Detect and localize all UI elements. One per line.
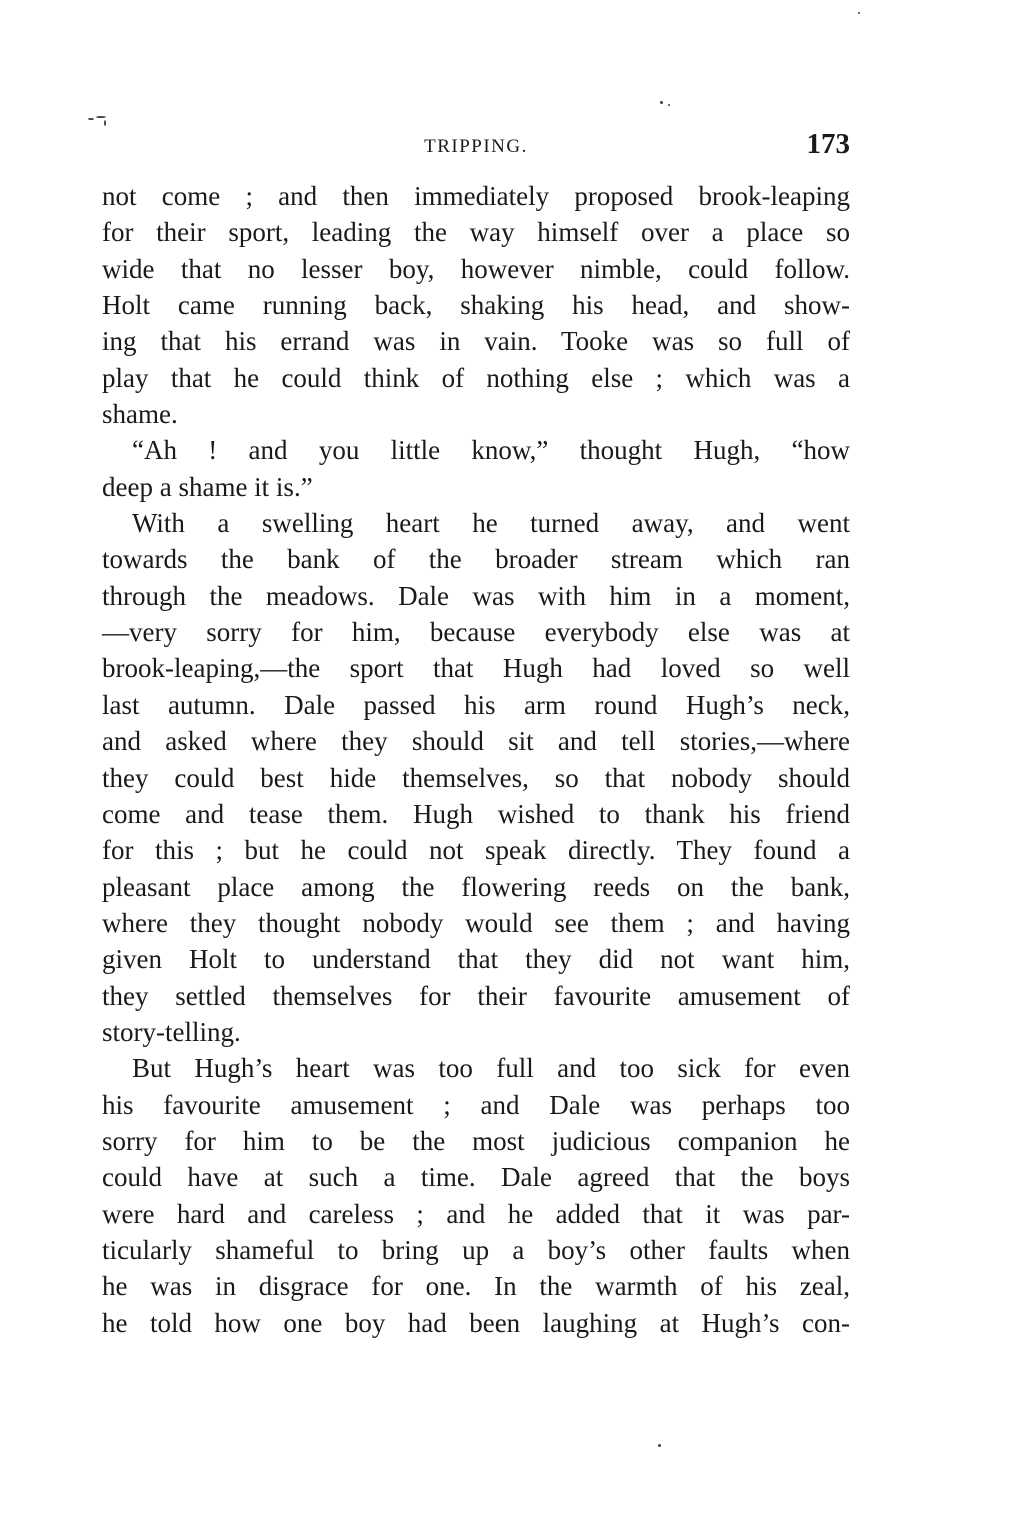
text-line: he told how one boy had been laughing at Hugh’s con- bbox=[102, 1307, 850, 1338]
text-line: where they thought nobody would see them ; and having bbox=[102, 907, 850, 938]
running-head: TRIPPING. bbox=[424, 136, 528, 157]
text-line: they could best hide themselves, so that nobody should bbox=[102, 762, 850, 793]
text-line: he was in disgrace for one. In the warmth of his zeal, bbox=[102, 1271, 850, 1302]
text-line: sorry for him to be the most judicious companion he bbox=[102, 1125, 850, 1156]
text-line: deep a shame it is.” bbox=[102, 471, 313, 502]
text-line: for their sport, leading the way himself over a place so bbox=[102, 217, 850, 248]
text-line: towards the bank of the broader stream which ran bbox=[102, 544, 850, 575]
text-line: play that he could think of nothing else ; which was a bbox=[102, 362, 850, 393]
text-line: and asked where they should sit and tell stories,—where bbox=[102, 726, 850, 757]
text-line: could have at such a time. Dale agreed that the boys bbox=[102, 1162, 850, 1193]
text-line: With a swelling heart he turned away, and went bbox=[132, 508, 850, 539]
body-text bbox=[102, 178, 850, 1341]
text-line: last autumn. Dale passed his arm round Hugh’s neck, bbox=[102, 689, 850, 720]
page-number: 173 bbox=[806, 128, 850, 160]
scan-speck bbox=[668, 104, 670, 106]
text-line: —very sorry for him, because everybody else was at bbox=[102, 617, 850, 648]
scan-speck bbox=[858, 12, 860, 14]
text-line: wide that no lesser boy, however nimble, could follow. bbox=[102, 253, 850, 284]
text-line: “Ah ! and you little know,” thought Hugh, “how bbox=[132, 435, 850, 466]
text-line: ticularly shameful to bring up a boy’s other faults when bbox=[102, 1234, 850, 1265]
text-line: for this ; but he could not speak directly. They found a bbox=[102, 835, 850, 866]
page-header bbox=[102, 128, 850, 168]
scan-speck bbox=[660, 101, 663, 104]
text-line: come and tease them. Hugh wished to thank his friend bbox=[102, 798, 850, 829]
scan-speck bbox=[658, 1444, 661, 1447]
text-line: given Holt to understand that they did not want him, bbox=[102, 944, 850, 975]
text-line: ing that his errand was in vain. Tooke was so full of bbox=[102, 326, 850, 357]
text-line: pleasant place among the flowering reeds on the bank, bbox=[102, 871, 850, 902]
text-line: his favourite amusement ; and Dale was perhaps too bbox=[102, 1089, 850, 1120]
text-line: story-telling. bbox=[102, 1016, 241, 1047]
text-line: they settled themselves for their favourite amusement of bbox=[102, 980, 850, 1011]
text-line: But Hugh’s heart was too full and too sick for even bbox=[132, 1053, 850, 1084]
text-line: through the meadows. Dale was with him in a moment, bbox=[102, 580, 850, 611]
text-line: shame. bbox=[102, 399, 178, 430]
text-line: Holt came running back, shaking his head, and show- bbox=[102, 290, 850, 321]
text-line: were hard and careless ; and he added that it was par- bbox=[102, 1198, 850, 1229]
scan-speck bbox=[104, 120, 106, 126]
text-line: not come ; and then immediately proposed brook-leaping bbox=[102, 181, 850, 211]
scan-speck bbox=[88, 118, 94, 120]
scan-speck bbox=[96, 116, 106, 118]
text-line: brook-leaping,—the sport that Hugh had loved so well bbox=[102, 653, 850, 684]
